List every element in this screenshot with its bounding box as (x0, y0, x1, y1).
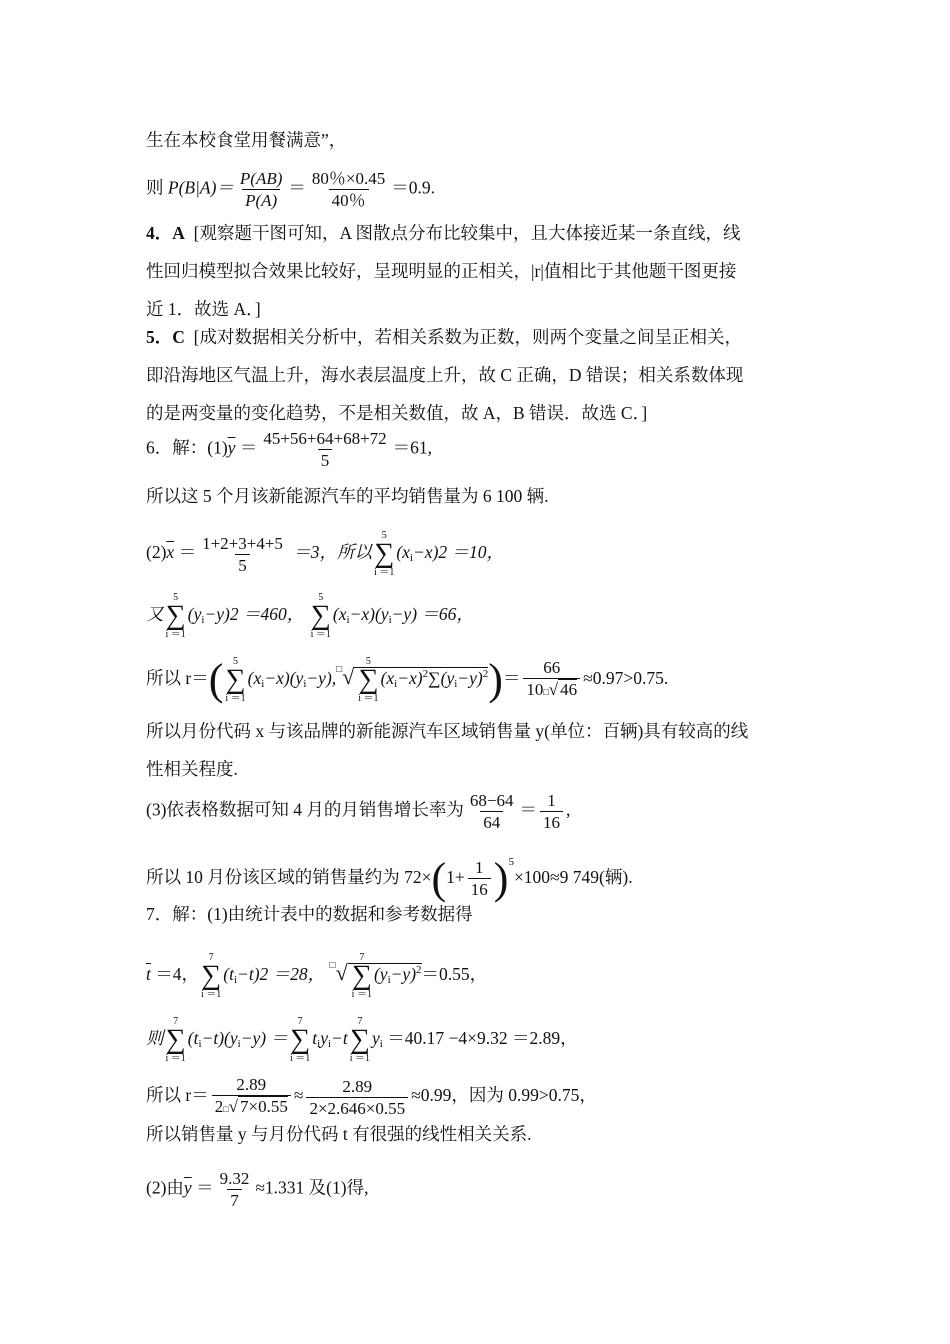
radicand: 5 ∑ i ＝1 $(xi-x)^2\sum(yi-y)^2$ (354, 667, 488, 688)
g3: −y) ＝ (240, 1028, 288, 1049)
fraction-numerator: 68−64 (469, 791, 514, 810)
answer-5-line-3: 的是两变量的变化趋势，不是相关数值，故 A，B 错误．故选 C．] (146, 403, 648, 423)
then-word: 则 (146, 1028, 164, 1049)
den-coef: 2 (214, 1097, 224, 1116)
term-t: (t (223, 964, 234, 985)
radical-index: □ (336, 664, 343, 676)
equals-sign: ＝ (191, 1177, 214, 1198)
den-coef: 10 (526, 680, 544, 699)
part-label: (2) (146, 542, 167, 563)
fraction-growth (467, 790, 517, 833)
term-x: (x (396, 542, 410, 563)
sum-lower: i ＝1 (358, 693, 379, 704)
result-text: ≈1.331 及(1)得, (255, 1177, 369, 1198)
r-label: 所以 r＝ (146, 1085, 209, 1106)
term-rest: −y)2 ＝460， (204, 604, 305, 625)
fraction-numerator: 66 (543, 658, 561, 677)
x-bar: $\overline{x}$ (166, 542, 175, 563)
sum-upper: 5 (173, 592, 179, 603)
rad-3: ∑(y (428, 668, 455, 689)
fraction-numerator: 1+2+3+4+5 (202, 533, 283, 553)
answer-6-mean-x: $(2)\overline{x}$ ＝ $\frac{1+2+3+4+5}{5}$ ＝3，所以 5 ∑ i ＝1 (xi−x)2 ＝10， (146, 530, 505, 578)
answer-6-line-2 (146, 484, 549, 508)
r-result: ≈0.99，因为 0.99>0.75， (411, 1085, 597, 1106)
fraction-numerator: 9.32 (219, 1169, 250, 1188)
sum-lower: i ＝1 (201, 989, 222, 1000)
fraction-numerator: 80％×0.45 (311, 169, 386, 188)
term-y: (y (187, 604, 202, 625)
g7: y (372, 1028, 380, 1049)
radical-index: □ (329, 960, 336, 972)
sum-upper: 5 (381, 530, 387, 541)
answer-4-label: 4．A (146, 223, 185, 243)
radicand: 7 ∑ i ＝1 $(yi-y)^2$ (348, 963, 422, 984)
fraction-numerator: P(AB) (239, 169, 283, 188)
sum-lower: i ＝1 (289, 1053, 311, 1064)
sum-lower: i ＝1 (225, 693, 246, 704)
answer-7-part-2 (146, 1168, 368, 1211)
approx-sign: ≈ (293, 1085, 304, 1106)
summation: 5 ∑ i ＝1 (374, 530, 395, 578)
summation: 7 ∑ i ＝1 (165, 1016, 186, 1064)
fraction-denominator: 16 (468, 878, 491, 900)
forecast-result: ×100≈9 749(辆). (513, 867, 633, 887)
fraction-percent (309, 168, 388, 211)
fraction-denominator: 5 (235, 554, 250, 576)
g6: −t (331, 1028, 348, 1049)
part-2-label: (2)由 (146, 1177, 184, 1198)
answer-5 (146, 318, 810, 432)
term-rest: −x)2 ＝10， (413, 542, 505, 563)
summation: 7 ∑ i ＝1 (201, 952, 222, 1000)
y-bar: $\overline{y}$ (183, 1177, 192, 1198)
fraction-r-2 (306, 1076, 408, 1119)
rad-1: (x (380, 668, 395, 689)
sum-lower: i ＝1 (165, 629, 186, 640)
g2: −t)(y (201, 1028, 238, 1049)
fraction-mean-y (217, 1168, 253, 1211)
t-bar-value: ＝4， (150, 964, 199, 985)
answer-5-label: 5．C (146, 327, 185, 347)
formula-conditional-probability (146, 168, 435, 211)
answer-5-line-2: 即沿海地区气温上升，海水表层温度上升，故 C 正确，D 错误；相关系数体现 (146, 365, 744, 385)
answer-6-sums: 又 5 ∑ i ＝1 (yi−y)2 ＝460， 5 ∑ i ＝1 (xi−x)(yi−y) ＝66， (146, 592, 474, 640)
answer-7-conclusion (146, 1122, 532, 1146)
summation-3: 7 ∑ i ＝1 (349, 1016, 370, 1064)
line-1-text: 生在本校食堂用餐满意”， (146, 130, 347, 150)
equals-sign: ＝ (288, 177, 306, 198)
term-y: (y (373, 964, 388, 985)
sum-lower: i ＝1 (349, 1053, 370, 1064)
answer-7-stats: $\overline{t} =4$， 7 ∑ i ＝1 (ti−t)2 ＝28， □√ 7 ∑ i ＝1 $(yi-y)^2=0.55$， (146, 952, 488, 1000)
conditional-lhs: P(B|A)＝ (167, 177, 234, 198)
term-rest: −t)2 ＝28， (237, 964, 326, 985)
g4: t (312, 1028, 318, 1049)
line-text: 所以这 5 个月该新能源汽车的平均销售量为 6 100 辆. (146, 486, 549, 506)
sum-upper: 7 (208, 952, 214, 963)
summation-2: 7 ∑ i ＝1 (289, 1016, 311, 1064)
answer-7-line-1 (146, 902, 473, 926)
fraction-numerator: 1 (475, 858, 484, 878)
forecast-text: 所以 10 月份该区域的销售量约为 72× (146, 867, 432, 887)
answer-6-conclusion (146, 712, 810, 788)
sum-upper: 7 (357, 1016, 363, 1027)
fraction-denominator: P(A) (245, 191, 278, 210)
answer-4 (146, 214, 810, 328)
answer-5-line-1: [成对数据相关分析中，若相关系数为正数，则两个变量之间呈正相关， (193, 327, 742, 347)
rad-2: −x) (397, 668, 423, 689)
fraction-pab-pa (237, 168, 285, 211)
fraction-one-sixteenth (540, 790, 563, 833)
text-line-1 (146, 128, 346, 152)
term-y-rest: −y) (390, 964, 417, 985)
fraction-mean-y (260, 428, 389, 471)
den-radicand: 46 (560, 680, 578, 699)
answer-4-line-3: 近 1．故选 A．] (146, 299, 261, 319)
sum-lower: i ＝1 (351, 989, 372, 1000)
y-bar: $\overline{y}$ (227, 437, 236, 458)
sum-upper: 5 (365, 656, 371, 667)
sum-lower: i ＝1 (374, 567, 395, 578)
equals-sign: ＝ (502, 668, 521, 689)
term-x: (x (332, 604, 347, 625)
conclusion-line-2: 性相关程度. (146, 759, 238, 779)
sum-lower: i ＝1 (165, 1053, 186, 1064)
comma: , (566, 799, 571, 820)
fraction-numerator: 2.89 (236, 1075, 267, 1094)
term-mid: −x)(y (349, 604, 389, 625)
inner-2: −x)(y (264, 668, 304, 689)
fraction-mean-x (199, 533, 286, 576)
summation: 5 ∑ i ＝1 (165, 592, 186, 640)
fraction-r-1: $\frac{2.89}{2□√ 7\times 0.55}$ (212, 1074, 291, 1120)
fraction-denominator: 2×2.646×0.55 (306, 1097, 408, 1119)
cov-result: ＝40.17 −4×9.32 ＝2.89， (387, 1028, 578, 1049)
mid-text: ＝3，所以 (288, 542, 373, 563)
inner-3: −y), (306, 668, 337, 689)
fraction-denominator: 7 (227, 1189, 242, 1211)
fraction-numerator: 45+56+64+68+72 (263, 429, 387, 448)
g5: y (320, 1028, 328, 1049)
result-text: ＝0.55， (421, 964, 488, 985)
answer-6-part-3 (146, 790, 570, 833)
summation-2: 5 ∑ i ＝1 (310, 592, 331, 640)
sum-lower: i ＝1 (310, 629, 331, 640)
line-text: 所以销售量 y 与月份代码 t 有很强的线性相关关系. (146, 1124, 532, 1144)
fraction-one-sixteenth (468, 857, 491, 900)
one-plus: 1+ (446, 867, 465, 887)
answer-4-line-1: [观察题干图可知，A 图散点分布比较集中，且大体接近某一条直线，线 (193, 223, 741, 243)
fraction-denominator: 5 (318, 449, 333, 471)
summation: 5 ∑ i ＝1 (225, 656, 246, 704)
result-text: ＝61, (392, 437, 433, 458)
result-text: ≈0.97>0.75. (583, 668, 669, 689)
term-end: −y) ＝66， (391, 604, 474, 625)
fraction-denominator: 64 (480, 811, 503, 833)
result-text: ＝0.9. (391, 177, 435, 198)
equals-sign: ＝ (519, 799, 537, 820)
answer-6-label: 6．解：(1) (146, 437, 228, 458)
sum-upper: 7 (297, 1016, 303, 1027)
rad-4: −y) (457, 668, 483, 689)
t-bar: $\overline{t}$ (146, 964, 151, 985)
also-word: 又 (146, 604, 164, 625)
answer-7-correlation (146, 1074, 597, 1120)
r-label: 所以 r＝ (146, 668, 209, 689)
part-3-text: (3)依表格数据可知 4 月的月销售增长率为 (146, 799, 464, 820)
answer-6-mean-y (146, 428, 432, 471)
exponent: 5 (508, 856, 514, 868)
den-radicand: 7×0.55 (239, 1097, 288, 1116)
sum-upper: 5 (233, 656, 238, 667)
inner-1: (x (247, 668, 262, 689)
fraction-66: $\frac{66}{10□√ 46}$ (523, 657, 580, 703)
line-text: 7．解：(1)由统计表中的数据和参考数据得 (146, 904, 473, 924)
g1: (t (187, 1028, 199, 1049)
equals-sign: ＝ (235, 437, 258, 458)
answer-4-line-2: 性回归模型拟合效果比较好，呈现明显的正相关，|r|值相比于其他题干图更接 (146, 261, 737, 281)
sum-upper: 7 (173, 1016, 179, 1027)
sum-upper: 5 (318, 592, 324, 603)
sum-upper: 7 (359, 952, 365, 963)
conclusion-line-1: 所以月份代码 x 与该品牌的新能源汽车区域销售量 y(单位：百辆)具有较高的线 (146, 721, 749, 741)
fraction-denominator: 40％ (329, 189, 369, 211)
fraction-numerator: 1 (547, 791, 556, 810)
answer-6-forecast: 所以 10 月份该区域的销售量约为 72×(1+ $\frac{1}{16}$ )$^5$×100≈9 749(辆). (146, 853, 633, 903)
then-word: 则 (146, 177, 168, 198)
answer-7-cov: 则 7 ∑ i ＝1 (ti−t)(yi−y) ＝ 7 ∑ i ＝1 tiyi−t 7 ∑ i ＝1 yi ＝40.17 −4×9.32 ＝2.89， (146, 1016, 578, 1064)
fraction-numerator: 2.89 (342, 1076, 373, 1096)
answer-6-correlation: 所以 r＝( 5 ∑ i ＝1 (xi−x)(yi−y),□√ 5 ∑ i ＝1 $(xi-x)^2\sum(yi-y)^2)=$ $\frac{66}{10□√ 46}$ ≈0.97>0.75. (146, 655, 669, 704)
fraction-denominator: 16 (540, 811, 563, 833)
